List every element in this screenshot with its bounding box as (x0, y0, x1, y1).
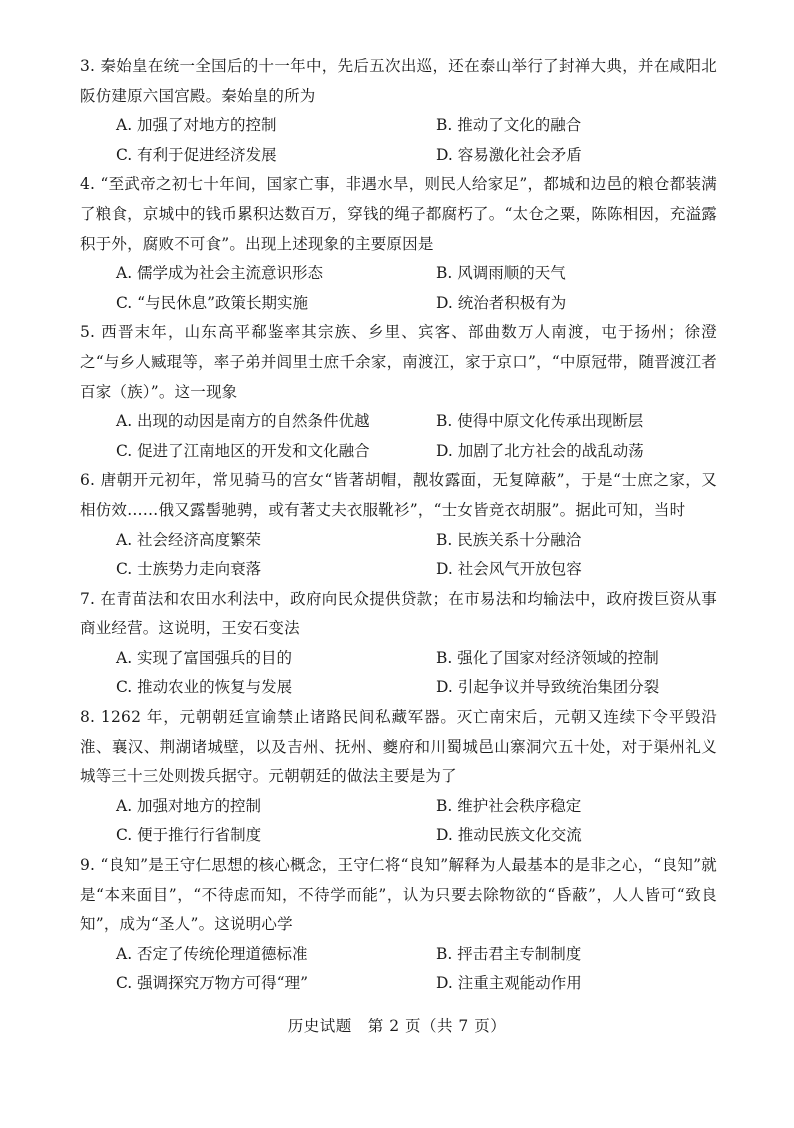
question-stem: 5. 西晋末年，山东高平郗鉴率其宗族、乡里、宾客、部曲数万人南渡，屯于扬州；徐澄之“与乡人臧琨等，率子弟并闾里士庶千余家，南渡江，家于京口”，“中原冠带，随晋渡江者百家（族）”。这一现象 (80, 323, 717, 401)
option-a: A. 出现的动因是南方的自然条件优越 (116, 412, 370, 431)
question-9 (80, 851, 717, 999)
option-a: A. 社会经济高度繁荣 (116, 530, 262, 549)
options (92, 259, 717, 318)
options (92, 111, 717, 170)
question-6 (80, 466, 717, 584)
option-a: A. 加强了对地方的控制 (116, 116, 277, 135)
option-d: D. 社会风气开放包容 (436, 560, 582, 579)
question-stem: 7. 在青苗法和农田水利法中，政府向民众提供贷款；在市易法和均输法中，政府拨巨资从事商业经营。这说明，王安石变法 (80, 589, 717, 638)
option-a: A. 加强对地方的控制 (116, 796, 262, 815)
question-stem: 3. 秦始皇在统一全国后的十一年中，先后五次出巡，还在泰山举行了封禅大典，并在咸阳北阪仿建原六国宫殿。秦始皇的所为 (80, 57, 717, 105)
question-4 (80, 170, 717, 318)
option-a: A. 实现了富国强兵的目的 (116, 648, 293, 667)
question-3 (80, 52, 717, 170)
options (92, 407, 717, 466)
page-footer: 历史试题 第 2 页（共 7 页） (287, 1017, 507, 1035)
option-c: C. 促进了江南地区的开发和文化融合 (116, 441, 370, 460)
option-d: D. 加剧了北方社会的战乱动荡 (436, 441, 644, 460)
option-d: D. 注重主观能动作用 (436, 974, 582, 993)
question-7 (80, 585, 717, 703)
option-b: B. 维护社会秩序稳定 (436, 796, 582, 815)
option-b: B. 风调雨顺的天气 (436, 264, 566, 283)
option-c: C. “与民休息”政策长期实施 (116, 293, 309, 312)
option-c: C. 便于推行行省制度 (116, 826, 262, 845)
option-b: B. 强化了国家对经济领域的控制 (436, 648, 659, 667)
question-5 (80, 318, 717, 466)
option-c: C. 士族势力走向衰落 (116, 560, 262, 579)
option-d: D. 引起争议并导致统治集团分裂 (436, 678, 660, 697)
question-stem: 6. 唐朝开元初年，常见骑马的宫女“皆著胡帽，靓妆露面，无复障蔽”，于是“士庶之家，又相仿效……俄又露髻驰骋，或有著丈夫衣服靴衫”，“士女皆竞衣胡服”。据此可知，当时 (80, 471, 717, 519)
question-8 (80, 703, 717, 851)
options (92, 644, 717, 703)
option-d: D. 统治者积极有为 (436, 293, 567, 312)
option-a: A. 儒学成为社会主流意识形态 (116, 264, 324, 283)
question-stem: 4. “至武帝之初七十年间，国家亡事，非遇水旱，则民人给家足”，都城和边邑的粮仓都装满了粮食，京城中的钱币累积达数百万，穿钱的绳子都腐朽了。“太仓之粟，陈陈相因，充溢露积于外，腐败不可食”。出现上述现象的主要原因是 (80, 175, 717, 253)
options (92, 526, 717, 585)
option-d: D. 容易激化社会矛盾 (436, 145, 582, 164)
option-c: C. 有利于促进经济发展 (116, 145, 277, 164)
option-c: C. 强调探究万物方可得“理” (116, 974, 309, 993)
options (92, 940, 717, 999)
question-stem: 8. 1262 年，元朝朝廷宣谕禁止诸路民间私藏军器。灭亡南宋后，元朝又连续下令平毁沿淮、襄汉、荆湖诸城壁，以及吉州、抚州、夔府和川蜀城邑山寨洞穴五十处，对于渠州礼义城等三十三处则拨兵据守。元朝朝廷的做法主要是为了 (80, 708, 717, 786)
option-b: B. 推动了文化的融合 (436, 116, 582, 135)
exam-page (80, 52, 717, 999)
options (92, 792, 717, 851)
option-d: D. 推动民族文化交流 (436, 826, 582, 845)
question-stem: 9. “良知”是王守仁思想的核心概念，王守仁将“良知”解释为人最基本的是非之心，“良知”就是“本来面目”，“不待虑而知，不待学而能”，认为只要去除物欲的“昏蔽”，人人皆可“致良知”，成为“圣人”。这说明心学 (80, 856, 717, 934)
option-b: B. 民族关系十分融洽 (436, 530, 582, 549)
option-b: B. 抨击君主专制制度 (436, 944, 582, 963)
option-a: A. 否定了传统伦理道德标准 (116, 944, 308, 963)
option-b: B. 使得中原文化传承出现断层 (436, 412, 644, 431)
option-c: C. 推动农业的恢复与发展 (116, 678, 293, 697)
